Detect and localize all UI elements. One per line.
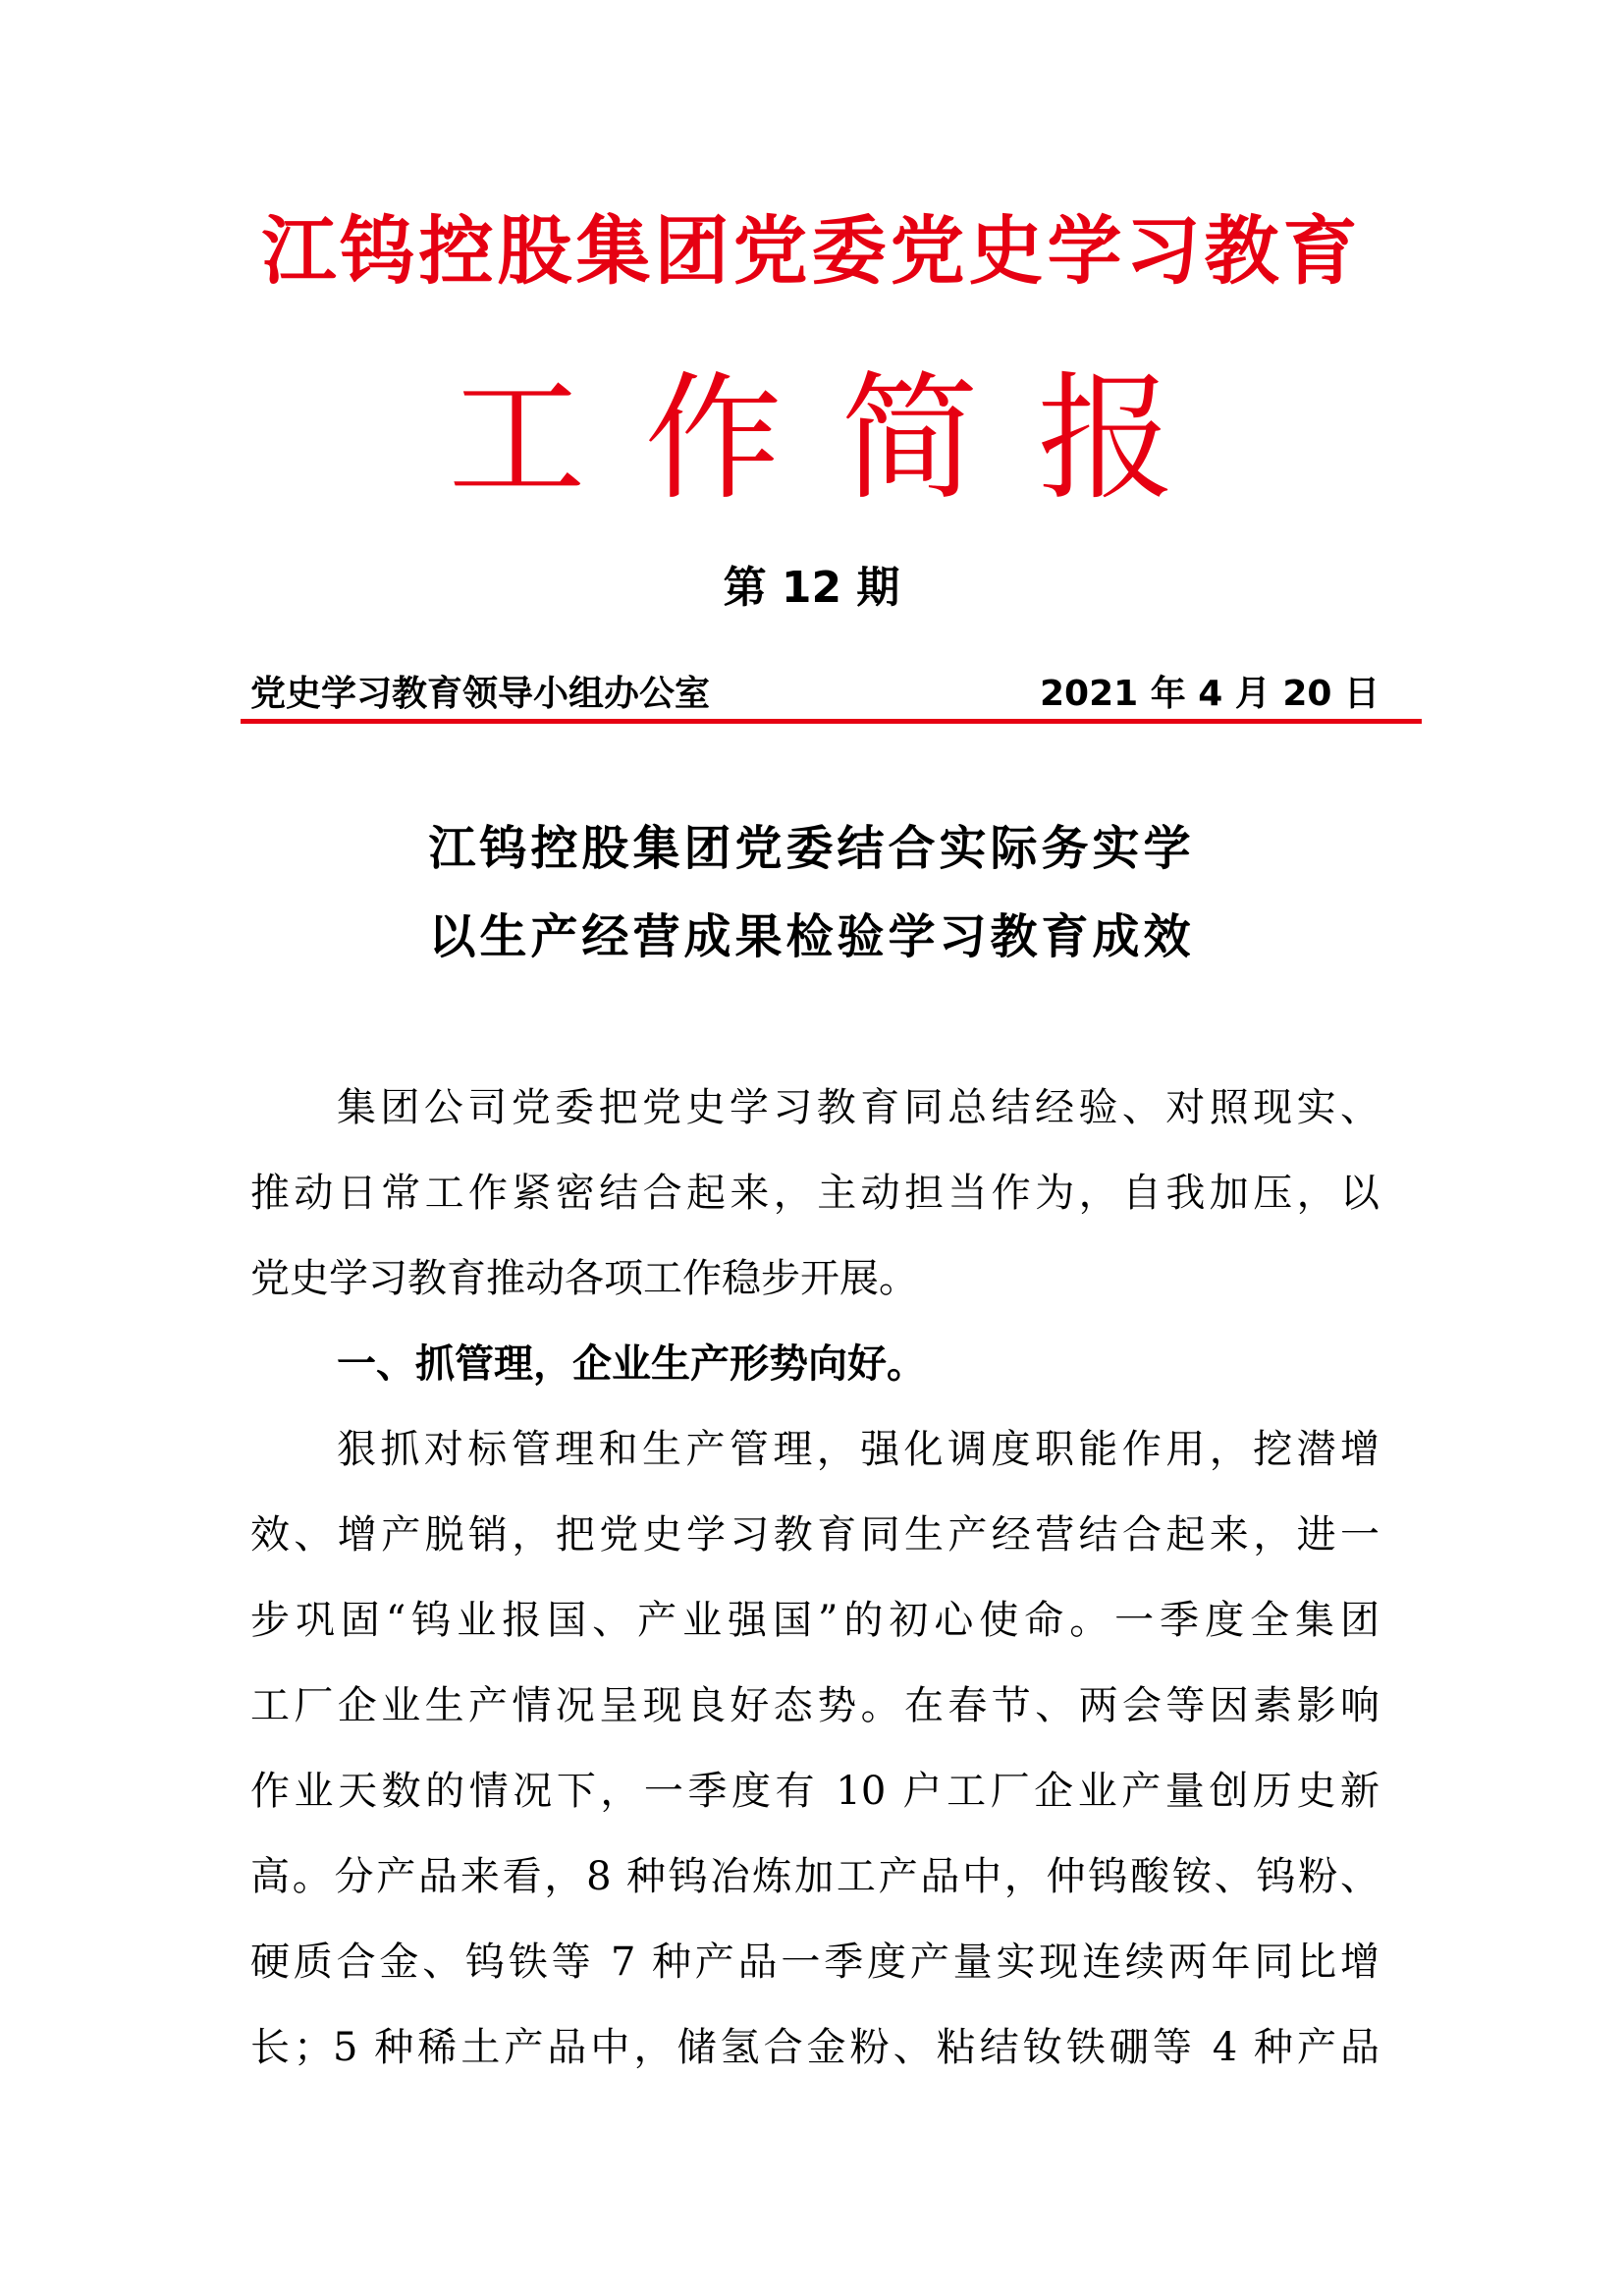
headline-line-2: 以生产经营成果检验学习教育成效 [428,909,1195,964]
article-body [250,1073,1380,2099]
text-line: 步巩固“钨业报国、产业强国”的初心使命。一季度全集团 [250,1598,1380,1643]
headline-line-1: 江钨控股集团党委结合实际务实学 [428,821,1195,876]
text-line: 工厂企业生产情况呈现良好态势。在春节、两会等因素影响 [250,1683,1380,1728]
text-line: 长；5 种稀土产品中，储氢合金粉、粘结钕铁硼等 4 种产品 [250,2025,1380,2070]
paragraph-2 [250,1415,1380,2099]
text-line: 作业天数的情况下，一季度有 10 户工厂企业产量创历史新 [250,1769,1380,1814]
text-line: 党史学习教育推动各项工作稳步开展。 [250,1256,918,1301]
text-line: 高。分产品来看，8 种钨冶炼加工产品中，仲钨酸铵、钨粉、 [250,1854,1380,1899]
red-divider [241,719,1422,724]
text-line: 集团公司党委把党史学习教育同总结经验、对照现实、 [337,1085,1380,1130]
paragraph-1 [250,1073,1380,1330]
text-line: 推动日常工作紧密结合起来，主动担当作为，自我加压，以 [250,1171,1380,1216]
text-line: 狠抓对标管理和生产管理，强化调度职能作用，挖潜增 [337,1427,1380,1472]
masthead-subtitle: 工作简报 [448,359,1234,519]
issuer-row [250,666,1380,716]
issue-date: 2021 年 4 月 20 日 [1039,674,1380,714]
text-line: 硬质合金、钨铁等 7 种产品一季度产量实现连续两年同比增 [250,1940,1380,1985]
masthead-title: 江钨控股集团党委党史学习教育 [261,207,1362,295]
issue-number: 第 12 期 [723,563,900,613]
section-heading: 一、抓管理，企业生产形势向好。 [337,1340,926,1387]
text-line: 效、增产脱销，把党史学习教育同生产经营结合起来，进一 [250,1512,1380,1558]
issuer-office: 党史学习教育领导小组办公室 [250,674,711,714]
